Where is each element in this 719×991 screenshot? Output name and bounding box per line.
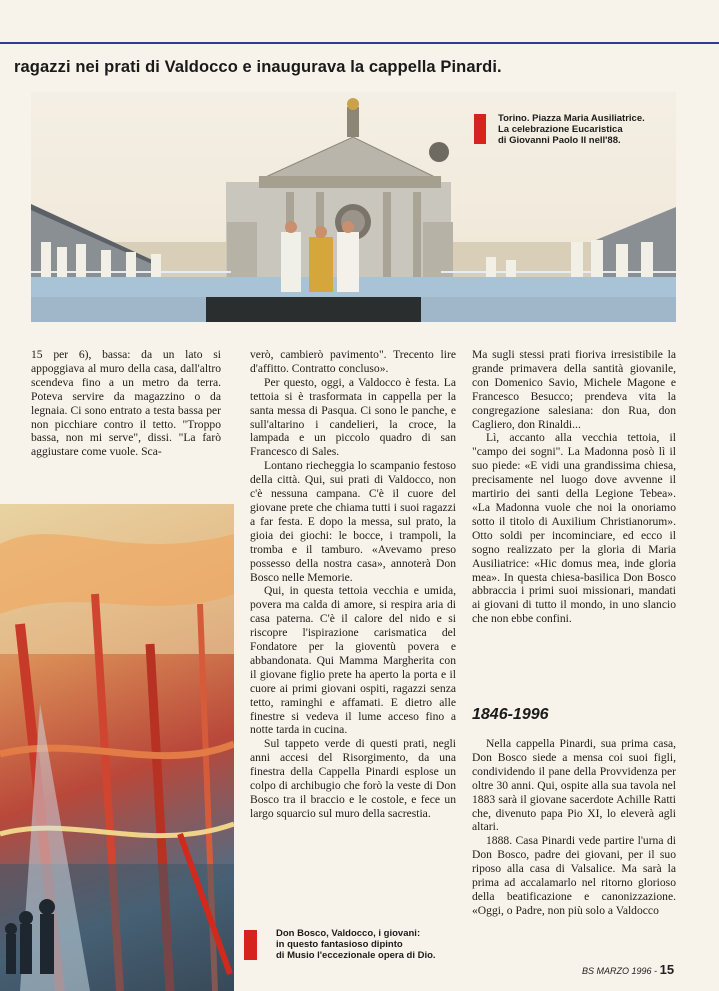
text-column-3-lower: [472, 737, 676, 918]
issue-date: MARZO 1996: [596, 966, 652, 976]
text-column-3: [472, 348, 676, 626]
paragraph: verò, cambierò pavimento". Trecento lire d'affitto. Contratto concluso».: [250, 348, 456, 375]
paragraph: Ma sugli stessi prati fioriva irresistibile la grande primavera della santità giovanile, con Domenico Savio, Michele Magone e Francesco Besucco; prendeva vita la congregazione salesiana: don Rua, don Cagliero, don Rinaldi...: [472, 348, 676, 431]
paragraph: Qui, in questa tettoia vecchia e umida, povera ma calda di amore, si respira aria di casa paterna. C'è il calore del nido e si riscopre l'ispirazione carismatica del Fondatore per la gioventù povera e abbandonata. Qui Mamma Margherita con il giovane figlio prete ha aperto la porta e il cuore ai primi giovani ospiti, ragazzi senza tetto, raminghi e affamati. E dietro alle finestre si vedeva il lume acceso fino a notte tarda in cucina.: [250, 584, 456, 737]
text-column-2: [250, 348, 456, 821]
paragraph: 15 per 6), bassa: da un lato si appoggiava al muro della casa, dall'altro scendeva fino a un metro da terra. Poteva servire da magazzino o da legnaia. Ci sono entrato a testa bassa per non picchiare contro il tetto. "Troppo bassa, non mi serve", dissi. "La farò aggiustare come vuole. Sca-: [31, 348, 221, 459]
top-rule: [0, 42, 719, 44]
caption-marker: [244, 930, 257, 960]
page-footer: [582, 962, 674, 977]
paragraph: 1888. Casa Pinardi vede partire l'urna di Don Bosco, padre dei giovani, per il suo riposo alla casa di Valsalice. Ma sarà la prima ad accalamarlo nel ritorno glorioso della beatificazione e canonizzazione. «Oggi, o Padre, non più solo a Valdocco: [472, 834, 676, 917]
caption-marker: [474, 114, 486, 144]
section-title: 1846-1996: [472, 706, 549, 723]
photo-caption: [474, 113, 708, 146]
paragraph: Lì, accanto alla vecchia tettoia, il "campo dei sogni". La Madonna posò lì il suo piede: «E vidi una grandissima chiesa, precisamente nel luogo dove avvenne il martirio dei santi della Legione Tebea». «La Madonna vuole che noi la onoriamo sotto il titolo di Auxilium Christianorum». Otto soldi per incominciare, ed ecco il sogno realizzato per la gloria di Maria Ausiliatrice: «Hic domus mea, inde gloria mea». In questa chiesa-basilica Don Bosco abbraccia i primi suoi missionari, mandati ai giovani di tutto il mondo, in uno slancio che non ebbe confini.: [472, 431, 676, 626]
footer-separator: -: [654, 966, 658, 976]
paragraph: Per questo, oggi, a Valdocco è festa. La tettoia si è trasformata in cappella per la santa messa di Pasqua. Ci sono le panche, e sull'altarino i candelieri, la croce, la lampada e un piccolo quadro di san Francesco di Sales.: [250, 375, 456, 459]
paragraph: Nella cappella Pinardi, sua prima casa, Don Bosco siede a mensa coi suoi figli, condividendo il pane della Provvidenza per oltre 30 anni. Qui, ospite alla sua tavola nel 1883 sarà il giovane sacerdote Achille Ratti che, divenuto papa Pio XI, lo eleverà agli altari.: [472, 737, 676, 834]
musio-painting: [0, 504, 234, 991]
paragraph: Sul tappeto verde di questi prati, negli anni accesi del Risorgimento, da una finestra della Cappella Pinardi esplose un colpo di archibugio che forò la veste di Don Bosco tra il braccio e le costole, e fece un largo squarcio sul muro della sacrestia.: [250, 737, 456, 820]
caption-line: di Musio l'eccezionale opera di Dio.: [276, 950, 436, 961]
caption-line: di Giovanni Paolo II nell'88.: [498, 135, 621, 146]
caption-line: Don Bosco, Valdocco, i giovani:: [276, 928, 421, 939]
painting-illustration: [0, 504, 234, 991]
page-number: 15: [659, 962, 675, 977]
painting-caption: [244, 928, 496, 961]
paragraph: Lontano riecheggia lo scampanio festoso della città. Qui, sui prati di Valdocco, non c'è nessuna campana. C'è il cuore del giovane prete che chiama tutti i suoi ragazzi a far festa. E dopo la messa, sul prato, la gioia dei giochi: le bocce, i trampoli, la tromba e il tamburo. «Avevamo preso possesso della nostra casa», annoterà Don Bosco nelle Memorie.: [250, 459, 456, 584]
caption-line: in questo fantasioso dipinto: [276, 939, 403, 950]
headline: ragazzi nei prati di Valdocco e inaugurava la cappella Pinardi.: [14, 58, 502, 76]
text-column-1: [31, 348, 221, 459]
caption-line: Torino. Piazza Maria Ausiliatrice.: [498, 113, 645, 124]
caption-line: La celebrazione Eucaristica: [498, 124, 623, 135]
magazine-name: BS: [582, 966, 595, 976]
